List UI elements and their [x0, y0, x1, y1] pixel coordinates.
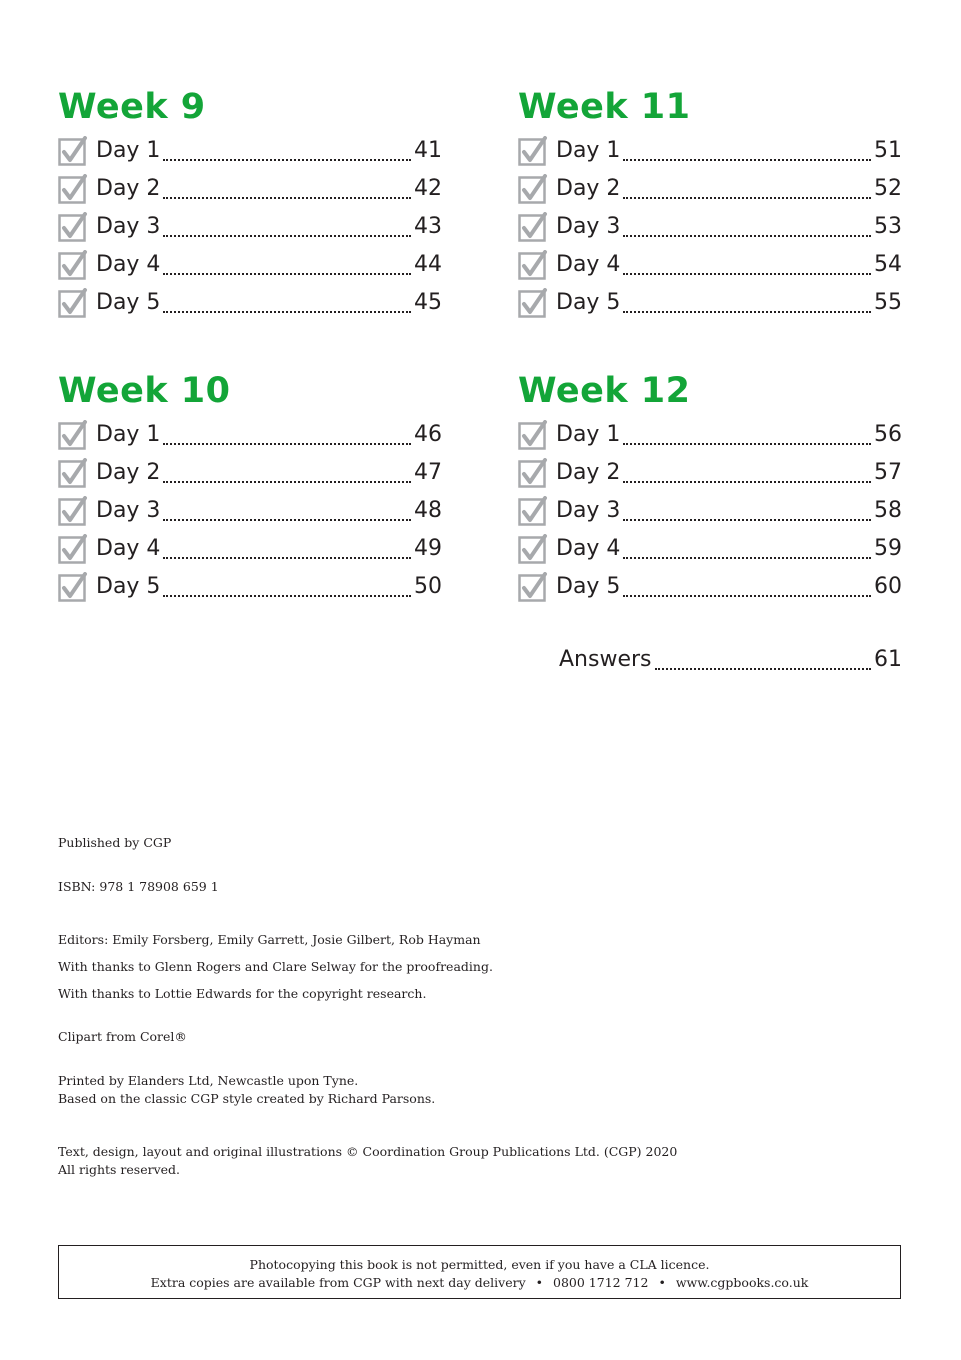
page-number: 52 — [874, 176, 902, 201]
checkbox-ticked-icon[interactable] — [58, 497, 86, 525]
day-entry — [58, 530, 442, 568]
extra-copies-text: Extra copies are available from CGP with next day delivery — [150, 1275, 526, 1290]
day-label: Day 5 — [96, 290, 161, 315]
page-number: 53 — [874, 214, 902, 239]
checkbox-ticked-icon[interactable] — [58, 137, 86, 165]
day-label: Day 4 — [556, 536, 621, 561]
dot-leader — [623, 293, 871, 313]
dot-leader — [163, 255, 411, 275]
day-entry — [518, 284, 902, 322]
page-number: 49 — [414, 536, 442, 561]
day-label: Day 5 — [556, 290, 621, 315]
checkbox-ticked-icon[interactable] — [518, 573, 546, 601]
day-entry — [58, 568, 442, 606]
page-number: 42 — [414, 176, 442, 201]
answers-label: Answers — [559, 647, 652, 672]
answers-page-number: 61 — [874, 647, 902, 672]
checkbox-ticked-icon[interactable] — [518, 497, 546, 525]
day-label: Day 2 — [556, 460, 621, 485]
checkbox-ticked-icon[interactable] — [58, 175, 86, 203]
day-label: Day 4 — [96, 536, 161, 561]
day-label: Day 2 — [556, 176, 621, 201]
day-label: Day 2 — [96, 460, 161, 485]
checkbox-ticked-icon[interactable] — [518, 289, 546, 317]
day-entry — [58, 170, 442, 208]
checkbox-ticked-icon[interactable] — [58, 535, 86, 563]
week-12-section — [518, 369, 902, 606]
dot-leader — [623, 217, 871, 237]
page-number: 44 — [414, 252, 442, 277]
day-label: Day 4 — [96, 252, 161, 277]
editors-line: Editors: Emily Forsberg, Emily Garrett, Josie Gilbert, Rob Hayman — [58, 932, 481, 947]
day-label: Day 1 — [556, 422, 621, 447]
week-11-section — [518, 85, 902, 322]
dot-leader — [163, 501, 411, 521]
day-label: Day 2 — [96, 176, 161, 201]
checkbox-ticked-icon[interactable] — [518, 137, 546, 165]
checkbox-ticked-icon[interactable] — [58, 573, 86, 601]
page-number: 47 — [414, 460, 442, 485]
week-title: Week 12 — [518, 371, 691, 411]
dot-leader — [623, 501, 871, 521]
page-number: 41 — [414, 138, 442, 163]
day-entry — [518, 208, 902, 246]
checkbox-ticked-icon[interactable] — [58, 421, 86, 449]
day-label: Day 3 — [96, 214, 161, 239]
day-entry — [518, 416, 902, 454]
copyright-research-thanks: With thanks to Lottie Edwards for the copyright research. — [58, 986, 427, 1001]
dot-leader — [623, 577, 871, 597]
bullet-separator: • — [658, 1275, 666, 1290]
style-credit: Based on the classic CGP style created by Richard Parsons. — [58, 1091, 436, 1106]
dot-leader — [655, 650, 872, 670]
page-number: 59 — [874, 536, 902, 561]
page-number: 48 — [414, 498, 442, 523]
day-entry — [58, 416, 442, 454]
day-entry — [518, 454, 902, 492]
day-label: Day 3 — [556, 498, 621, 523]
photocopy-notice: Photocopying this book is not permitted, even if you have a CLA licence. — [249, 1257, 710, 1272]
day-entry — [58, 492, 442, 530]
day-label: Day 1 — [96, 138, 161, 163]
page-number: 54 — [874, 252, 902, 277]
week-10-section — [58, 369, 442, 606]
extra-copies-line — [59, 1274, 900, 1292]
phone-number: 0800 1712 712 — [553, 1275, 649, 1290]
page-number: 50 — [414, 574, 442, 599]
dot-leader — [623, 539, 871, 559]
clipart-credit: Clipart from Corel® — [58, 1029, 187, 1044]
dot-leader — [623, 463, 871, 483]
day-label: Day 1 — [556, 138, 621, 163]
day-entry — [518, 246, 902, 284]
page-number: 55 — [874, 290, 902, 315]
publisher-line: Published by CGP — [58, 835, 172, 850]
day-entry — [58, 454, 442, 492]
dot-leader — [163, 463, 411, 483]
dot-leader — [623, 179, 871, 199]
day-entry — [518, 530, 902, 568]
day-entry — [58, 284, 442, 322]
day-label: Day 5 — [556, 574, 621, 599]
answers-entry — [559, 646, 902, 674]
checkbox-ticked-icon[interactable] — [518, 213, 546, 241]
checkbox-ticked-icon[interactable] — [518, 251, 546, 279]
checkbox-ticked-icon[interactable] — [58, 213, 86, 241]
printer-line: Printed by Elanders Ltd, Newcastle upon Tyne. — [58, 1073, 359, 1088]
day-label: Day 3 — [96, 498, 161, 523]
day-label: Day 1 — [96, 422, 161, 447]
dot-leader — [163, 539, 411, 559]
bullet-separator: • — [535, 1275, 544, 1290]
copyright-line: Text, design, layout and original illustrations © Coordination Group Publications Ltd. (CGP) 2020 — [58, 1144, 678, 1159]
day-label: Day 3 — [556, 214, 621, 239]
page-number: 56 — [874, 422, 902, 447]
dot-leader — [623, 255, 871, 275]
dot-leader — [623, 425, 871, 445]
week-title: Week 10 — [58, 371, 231, 411]
dot-leader — [163, 179, 411, 199]
day-entry — [58, 246, 442, 284]
checkbox-ticked-icon[interactable] — [58, 289, 86, 317]
day-entry — [518, 170, 902, 208]
checkbox-ticked-icon[interactable] — [518, 459, 546, 487]
day-entry — [518, 492, 902, 530]
checkbox-ticked-icon[interactable] — [518, 175, 546, 203]
page-number: 60 — [874, 574, 902, 599]
rights-line: All rights reserved. — [58, 1162, 181, 1177]
day-entry — [518, 568, 902, 606]
isbn-line: ISBN: 978 1 78908 659 1 — [58, 879, 219, 894]
week-title: Week 9 — [58, 87, 206, 127]
page-number: 51 — [874, 138, 902, 163]
dot-leader — [163, 141, 411, 161]
week-title: Week 11 — [518, 87, 691, 127]
checkbox-ticked-icon[interactable] — [58, 459, 86, 487]
day-entry — [58, 208, 442, 246]
dot-leader — [163, 217, 411, 237]
page-number: 57 — [874, 460, 902, 485]
checkbox-ticked-icon[interactable] — [518, 535, 546, 563]
page-number: 58 — [874, 498, 902, 523]
dot-leader — [623, 141, 871, 161]
day-entry — [518, 132, 902, 170]
checkbox-ticked-icon[interactable] — [58, 251, 86, 279]
page-number: 46 — [414, 422, 442, 447]
proofreading-thanks: With thanks to Glenn Rogers and Clare Selway for the proofreading. — [58, 959, 493, 974]
day-label: Day 5 — [96, 574, 161, 599]
photocopy-notice-box — [58, 1245, 901, 1299]
dot-leader — [163, 293, 411, 313]
page-number: 43 — [414, 214, 442, 239]
page-number: 45 — [414, 290, 442, 315]
day-entry — [58, 132, 442, 170]
dot-leader — [163, 425, 411, 445]
website-link[interactable]: www.cgpbooks.co.uk — [675, 1275, 809, 1290]
dot-leader — [163, 577, 411, 597]
week-9-section — [58, 85, 442, 322]
checkbox-ticked-icon[interactable] — [518, 421, 546, 449]
day-label: Day 4 — [556, 252, 621, 277]
